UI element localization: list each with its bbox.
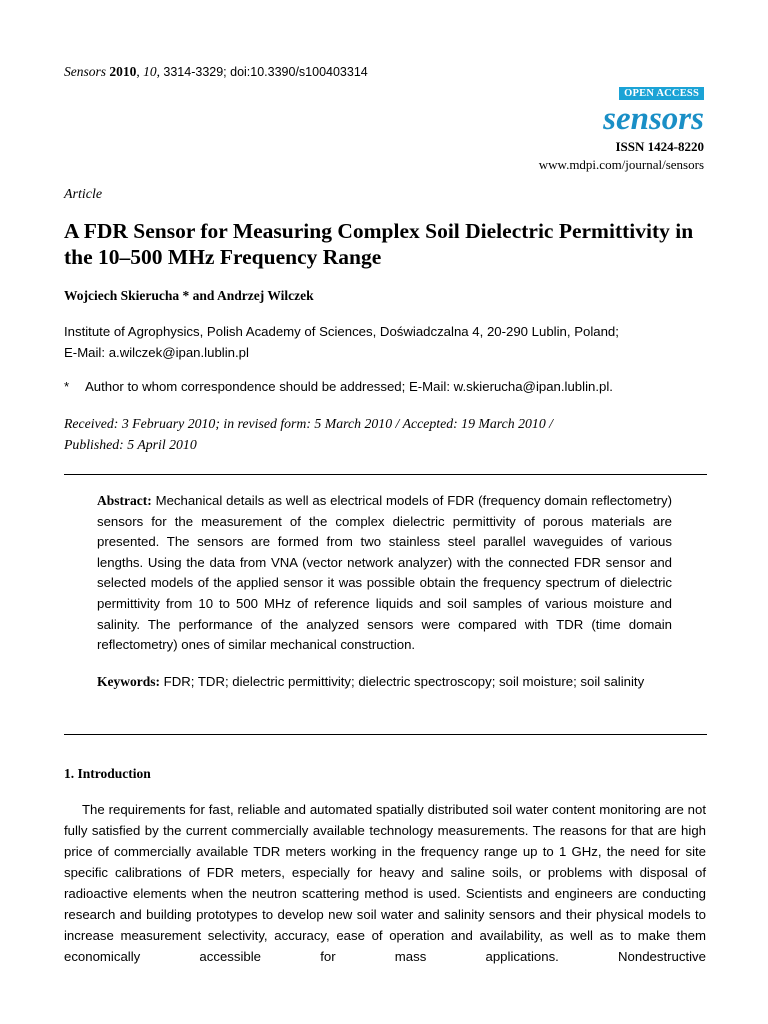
correspondence-text: Author to whom correspondence should be addressed; E-Mail: w.skierucha@ipan.lublin.pl. [84, 379, 613, 394]
affiliation-line: Institute of Agrophysics, Polish Academy of Sciences, Doświadczalna 4, 20-290 Lublin, Poland; [64, 324, 619, 339]
affiliation [64, 321, 714, 363]
journal-logo-text: sensors [603, 101, 704, 137]
correspondence-note [64, 379, 714, 394]
abstract-label: Abstract: [97, 493, 152, 508]
abstract-bottom-rule [64, 734, 707, 735]
keywords-text: FDR; TDR; dielectric permittivity; dielectric spectroscopy; soil moisture; soil salinity [163, 674, 645, 689]
publication-dates [64, 413, 714, 455]
citation-line: Sensors 2010, 10, 3314-3329; doi:10.3390/s100403314 [64, 64, 368, 79]
abstract-text: Mechanical details as well as electrical models of FDR (frequency domain reflectometry) sensors for the measurement of the complex dielectric permittivity of porous materials are presented. The sensors are formed from two stainless steel parallel waveguides of various lengths. Using the data from VNA (vector network analyzer) with the connected FDR sensor and selected models of the applied sensor it was possible obtain the frequency spectrum of dielectric permittivity from 10 to 500 MHz of reference liquids and soil samples of various moisture and salinity. The performance of the analyzed sensors were compared with TDR (time domain reflectometry) ones of similar mechanical construction. [97, 493, 672, 653]
section-heading-introduction: 1. Introduction [64, 766, 151, 781]
paper-title: A FDR Sensor for Measuring Complex Soil Dielectric Permittivity in the 10–500 MHz Frequency Range [64, 219, 694, 269]
issn: ISSN 1424-8220 [615, 139, 704, 154]
dates-published: Published: 5 April 2010 [64, 437, 197, 452]
dates-received: Received: 3 February 2010; in revised form: 5 March 2010 / Accepted: 19 March 2010 / [64, 416, 554, 431]
journal-url: www.mdpi.com/journal/sensors [538, 157, 704, 172]
introduction-paragraph: The requirements for fast, reliable and automated spatially distributed soil water content monitoring are not fully satisfied by the current commercially available technology measurements. The reasons for that are high price of commercially available TDR meters working in the frequency range up to 1 GHz, the need for site specific calibrations of FDR meters, especially for heavy and saline soils, or problems with disposal of radioactive elements when the neutron scattering method is used. Scientists and engineers are conducting research and building prototypes to develop new soil water and salinity sensors and their physical models to increase measurement selectivity, accuracy, ease of operation and availability, as well as to make them economically accessible for mass applications. Nondestructive [64, 802, 706, 964]
citation-journal: Sensors [64, 64, 107, 79]
keywords [97, 671, 672, 692]
abstract-top-rule [64, 474, 707, 475]
authors: Wojciech Skierucha * and Andrzej Wilczek [64, 288, 314, 303]
keywords-label: Keywords: [97, 674, 160, 689]
citation-year: 2010 [109, 64, 137, 79]
abstract [97, 491, 672, 656]
open-access-badge: OPEN ACCESS [619, 87, 704, 100]
article-type: Article [64, 187, 103, 202]
citation-pages-doi: 3314-3329; doi:10.3390/s100403314 [163, 65, 368, 79]
affiliation-email: E-Mail: a.wilczek@ipan.lublin.pl [64, 345, 249, 360]
correspondence-star: * [64, 379, 70, 394]
citation-volume: 10 [143, 64, 157, 79]
